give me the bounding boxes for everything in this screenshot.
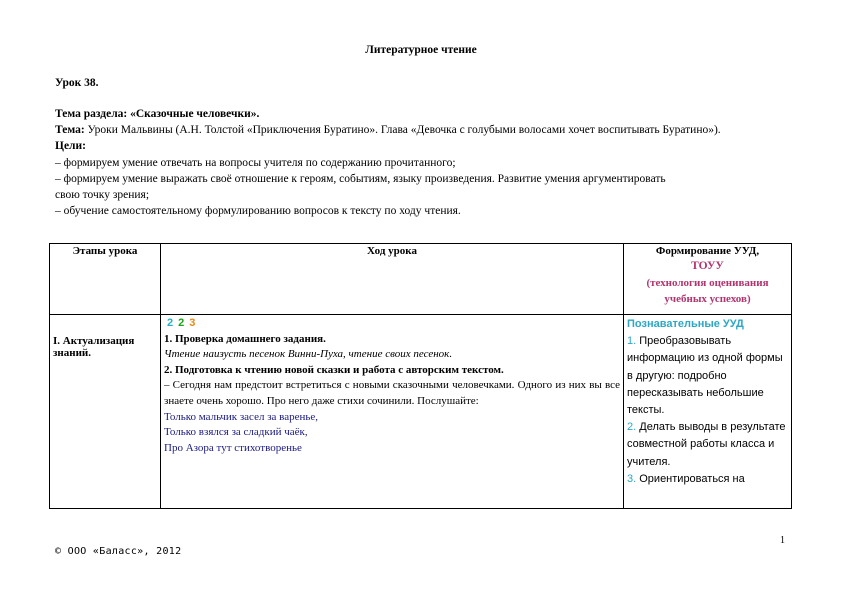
poem-line: Только взялся за сладкий чаёк, (164, 426, 308, 439)
level-markers (164, 316, 620, 332)
uud-cell (624, 315, 792, 509)
page-title: Литературное чтение (365, 44, 477, 56)
level-marker-3: 3 (189, 317, 196, 329)
copyright: © ООО «Баласс», 2012 (55, 546, 182, 557)
header-stages: Этапы урока (50, 244, 161, 315)
step1-text: Чтение наизусть песенок Винни-Пуха, чтение своих песенок. (164, 348, 453, 361)
uud-item-number: 1. (627, 335, 637, 348)
uud-item (627, 333, 788, 419)
level-marker-1: 2 (167, 317, 174, 329)
header-course: Ход урока (161, 244, 624, 315)
course-cell (161, 315, 624, 509)
uud-item-text: Делать выводы в результате совместной работы класса и учителя. (627, 421, 786, 468)
poem-line: Только мальчик засел за варенье, (164, 410, 319, 423)
uud-title: Познавательные УУД (627, 318, 744, 330)
uud-item (627, 471, 788, 488)
poem-line: Про Азора тут стихотворенье (164, 441, 302, 454)
uud-item-number: 3. (627, 472, 637, 485)
table-row (50, 315, 792, 509)
step2-text: – Сегодня нам предстоит встретиться с новыми сказочными человечками. Одного из них вы все знаете очень хорошо. Про него даже стихи сочинили. Послушайте: (164, 379, 620, 407)
lesson-table (49, 243, 792, 509)
goal-item: – формируем умение выражать своё отношение к героям, событиям, языку произведения. Развитие умения аргументировать свою точку зрения; (55, 172, 666, 202)
table-header-row (50, 244, 792, 315)
theme (55, 122, 787, 138)
lesson-info (55, 106, 787, 219)
theme-text: Уроки Мальвины (А.Н. Толстой «Приключения Буратино». Глава «Девочка с голубыми волосами хочет воспитывать Буратино»). (87, 124, 721, 137)
step2-title: 2. Подготовка к чтению новой сказки и работа с авторским текстом. (164, 363, 504, 376)
level-marker-2: 2 (178, 317, 185, 329)
header-uud-line2: ТОУУ (691, 260, 724, 272)
goal-item: – обучение самостоятельному формулированию вопросов к тексту по ходу чтения. (55, 205, 461, 218)
page-number: 1 (780, 535, 785, 546)
uud-item-text: Ориентироваться на (639, 472, 745, 485)
header-uud-line1: Формирование УУД, (655, 245, 760, 257)
stage-cell: I. Актуализация знаний. (50, 315, 161, 509)
uud-item-text: Преобразовывать информацию из одной формы в другую: подробно пересказывать небольшие тексты. (627, 335, 783, 417)
header-uud-line3: (технология оценивания учебных успехов) (646, 277, 769, 305)
lesson-number: Урок 38. (55, 77, 99, 89)
uud-item (627, 419, 788, 471)
goals-label: Цели: (55, 140, 86, 153)
step1-title: 1. Проверка домашнего задания. (164, 332, 326, 345)
header-uud (624, 244, 792, 315)
theme-section: Тема раздела: «Сказочные человечки». (55, 108, 260, 120)
theme-label: Тема: (55, 124, 85, 137)
uud-item-number: 2. (627, 421, 637, 434)
goal-item: – формируем умение отвечать на вопросы учителя по содержанию прочитанного; (55, 156, 456, 169)
